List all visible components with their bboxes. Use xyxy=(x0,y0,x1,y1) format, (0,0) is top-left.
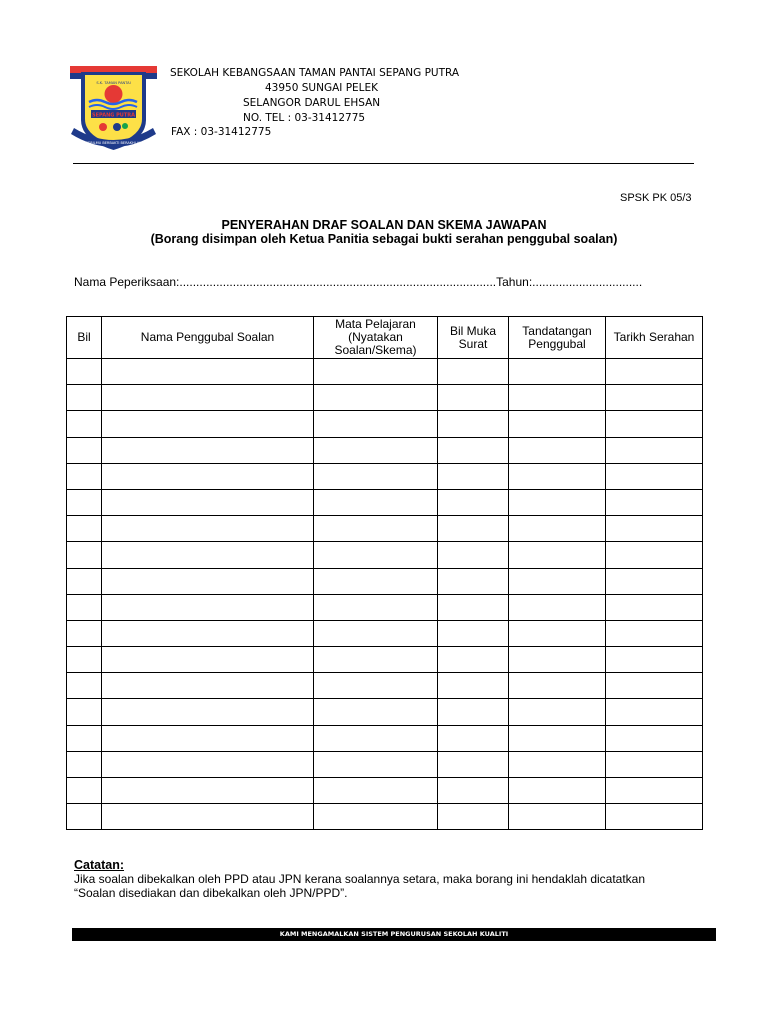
table-cell[interactable] xyxy=(67,620,102,646)
table-cell[interactable] xyxy=(438,751,509,777)
table-row xyxy=(67,489,703,515)
table-cell[interactable] xyxy=(606,437,703,463)
table-cell[interactable] xyxy=(438,542,509,568)
table-cell[interactable] xyxy=(509,489,606,515)
table-row xyxy=(67,463,703,489)
footer-bar: KAMI MENGAMALKAN SISTEM PENGURUSAN SEKOLAH KUALITI xyxy=(72,928,716,941)
table-cell[interactable] xyxy=(102,751,314,777)
table-cell[interactable] xyxy=(509,725,606,751)
table-cell[interactable] xyxy=(314,594,438,620)
column-header: Tandatangan Penggubal xyxy=(509,317,606,359)
table-cell[interactable] xyxy=(438,385,509,411)
table-cell[interactable] xyxy=(606,385,703,411)
table-cell[interactable] xyxy=(314,489,438,515)
table-header-row xyxy=(67,317,703,359)
svg-text:SEPANG PUTRA: SEPANG PUTRA xyxy=(92,112,135,119)
column-header: Bil xyxy=(67,317,102,359)
table-cell[interactable] xyxy=(314,647,438,673)
table-cell[interactable] xyxy=(67,359,102,385)
table-cell[interactable] xyxy=(438,516,509,542)
table-cell[interactable] xyxy=(67,411,102,437)
school-logo xyxy=(67,64,160,157)
table-cell[interactable] xyxy=(438,620,509,646)
table-cell[interactable] xyxy=(509,385,606,411)
exam-name-label: Nama Peperiksaan: xyxy=(74,275,180,289)
school-postcode: 43950 SUNGAI PELEK xyxy=(265,82,379,94)
table-cell[interactable] xyxy=(438,411,509,437)
table-cell[interactable] xyxy=(509,778,606,804)
column-header: Tarikh Serahan xyxy=(606,317,703,359)
table-cell[interactable] xyxy=(67,778,102,804)
table-cell[interactable] xyxy=(509,647,606,673)
table-cell[interactable] xyxy=(314,620,438,646)
notes-section xyxy=(74,858,645,900)
table-cell[interactable] xyxy=(67,516,102,542)
table-cell[interactable] xyxy=(67,385,102,411)
table-cell[interactable] xyxy=(606,699,703,725)
table-cell[interactable] xyxy=(102,594,314,620)
submission-table xyxy=(66,316,703,830)
table-cell[interactable] xyxy=(606,620,703,646)
table-cell[interactable] xyxy=(314,542,438,568)
table-cell[interactable] xyxy=(438,804,509,830)
table-row xyxy=(67,516,703,542)
table-cell[interactable] xyxy=(509,620,606,646)
form-title: PENYERAHAN DRAF SOALAN DAN SKEMA JAWAPAN xyxy=(221,218,547,232)
year-label: Tahun: xyxy=(496,275,533,289)
school-tel: NO. TEL : 03-31412775 xyxy=(243,112,366,124)
table-cell[interactable] xyxy=(102,359,314,385)
table-cell[interactable] xyxy=(509,751,606,777)
table-cell[interactable] xyxy=(606,647,703,673)
table-cell[interactable] xyxy=(67,594,102,620)
table-cell[interactable] xyxy=(509,411,606,437)
table-cell[interactable] xyxy=(509,542,606,568)
table-cell[interactable] xyxy=(438,359,509,385)
table-cell[interactable] xyxy=(509,437,606,463)
table-cell[interactable] xyxy=(102,725,314,751)
table-cell[interactable] xyxy=(509,516,606,542)
notes-line-2: “Soalan disediakan dan dibekalkan oleh JPN/PPD”. xyxy=(74,886,348,900)
table-row xyxy=(67,804,703,830)
table-cell[interactable] xyxy=(606,489,703,515)
table-row xyxy=(67,620,703,646)
table-cell[interactable] xyxy=(102,463,314,489)
table-cell[interactable] xyxy=(314,359,438,385)
table-row xyxy=(67,647,703,673)
table-cell[interactable] xyxy=(438,778,509,804)
table-cell[interactable] xyxy=(509,804,606,830)
column-header: Bil Muka Surat xyxy=(438,317,509,359)
table-cell[interactable] xyxy=(67,673,102,699)
table-cell[interactable] xyxy=(102,568,314,594)
table-row xyxy=(67,359,703,385)
table-cell[interactable] xyxy=(102,620,314,646)
table-cell[interactable] xyxy=(102,673,314,699)
table-cell[interactable] xyxy=(438,725,509,751)
table-cell[interactable] xyxy=(314,463,438,489)
school-fax: FAX : 03-31412775 xyxy=(171,126,272,138)
table-cell[interactable] xyxy=(438,647,509,673)
table-cell[interactable] xyxy=(67,699,102,725)
table-cell[interactable] xyxy=(314,385,438,411)
table-cell[interactable] xyxy=(314,411,438,437)
table-cell[interactable] xyxy=(606,463,703,489)
table-cell[interactable] xyxy=(509,568,606,594)
table-cell[interactable] xyxy=(314,516,438,542)
table-cell[interactable] xyxy=(102,647,314,673)
table-cell[interactable] xyxy=(606,516,703,542)
table-row xyxy=(67,725,703,751)
table-cell[interactable] xyxy=(314,568,438,594)
form-subtitle: (Borang disimpan oleh Ketua Panitia sebagai bukti serahan penggubal soalan) xyxy=(150,232,618,246)
table-cell[interactable] xyxy=(67,647,102,673)
table-cell[interactable] xyxy=(606,568,703,594)
table-cell[interactable] xyxy=(509,463,606,489)
svg-text:S.K. TAMAN PANTAI: S.K. TAMAN PANTAI xyxy=(96,81,131,85)
table-cell[interactable] xyxy=(314,437,438,463)
svg-text:BERILMU BERBAKTI BERAKHLAK: BERILMU BERBAKTI BERAKHLAK xyxy=(85,141,142,145)
table-cell[interactable] xyxy=(314,725,438,751)
table-cell[interactable] xyxy=(438,437,509,463)
table-row xyxy=(67,751,703,777)
table-row xyxy=(67,437,703,463)
table-cell[interactable] xyxy=(102,516,314,542)
table-cell[interactable] xyxy=(509,699,606,725)
table-cell[interactable] xyxy=(438,699,509,725)
header-divider xyxy=(73,163,694,164)
table-cell[interactable] xyxy=(606,594,703,620)
table-cell[interactable] xyxy=(606,778,703,804)
table-cell[interactable] xyxy=(102,437,314,463)
table-row xyxy=(67,778,703,804)
column-header: Nama Penggubal Soalan xyxy=(102,317,314,359)
table-cell[interactable] xyxy=(102,804,314,830)
school-name: SEKOLAH KEBANGSAAN TAMAN PANTAI SEPANG PUTRA xyxy=(170,67,460,79)
table-cell[interactable] xyxy=(67,463,102,489)
table-cell[interactable] xyxy=(606,542,703,568)
table-cell[interactable] xyxy=(102,699,314,725)
table-cell[interactable] xyxy=(67,804,102,830)
table-cell[interactable] xyxy=(509,673,606,699)
year-blank[interactable]: ................................. xyxy=(532,275,643,289)
table-row xyxy=(67,385,703,411)
table-row xyxy=(67,542,703,568)
table-cell[interactable] xyxy=(606,673,703,699)
notes-heading: Catatan: xyxy=(74,858,125,872)
table-cell[interactable] xyxy=(67,489,102,515)
table-row xyxy=(67,594,703,620)
document-code: SPSK PK 05/3 xyxy=(620,192,692,204)
table-cell[interactable] xyxy=(438,463,509,489)
table-cell[interactable] xyxy=(314,804,438,830)
table-cell[interactable] xyxy=(314,751,438,777)
table-cell[interactable] xyxy=(67,542,102,568)
column-header: Mata Pelajaran (Nyatakan Soalan/Skema) xyxy=(314,317,438,359)
table-cell[interactable] xyxy=(102,385,314,411)
table-cell[interactable] xyxy=(314,673,438,699)
table-cell[interactable] xyxy=(67,568,102,594)
table-cell[interactable] xyxy=(102,542,314,568)
school-state: SELANGOR DARUL EHSAN xyxy=(243,97,381,109)
table-cell[interactable] xyxy=(509,594,606,620)
table-cell[interactable] xyxy=(67,751,102,777)
table-row xyxy=(67,673,703,699)
table-cell[interactable] xyxy=(67,725,102,751)
table-cell[interactable] xyxy=(438,594,509,620)
table-row xyxy=(67,699,703,725)
table-row xyxy=(67,411,703,437)
table-cell[interactable] xyxy=(102,778,314,804)
table-cell[interactable] xyxy=(606,804,703,830)
table-cell[interactable] xyxy=(606,751,703,777)
table-body xyxy=(67,359,703,830)
table-cell[interactable] xyxy=(606,359,703,385)
table-cell[interactable] xyxy=(314,699,438,725)
notes-line-1: Jika soalan dibekalkan oleh PPD atau JPN kerana soalannya setara, maka borang ini hendaklah dicatatkan xyxy=(74,872,646,886)
exam-name-blank[interactable]: ............................................................................................... xyxy=(179,275,497,289)
table-cell[interactable] xyxy=(438,673,509,699)
table-cell[interactable] xyxy=(67,437,102,463)
table-cell[interactable] xyxy=(509,359,606,385)
table-cell[interactable] xyxy=(314,778,438,804)
table-cell[interactable] xyxy=(102,411,314,437)
table-cell[interactable] xyxy=(102,489,314,515)
table-cell[interactable] xyxy=(438,489,509,515)
table-cell[interactable] xyxy=(438,568,509,594)
table-cell[interactable] xyxy=(606,725,703,751)
table-cell[interactable] xyxy=(606,411,703,437)
table-row xyxy=(67,568,703,594)
exam-field-line xyxy=(74,275,642,289)
